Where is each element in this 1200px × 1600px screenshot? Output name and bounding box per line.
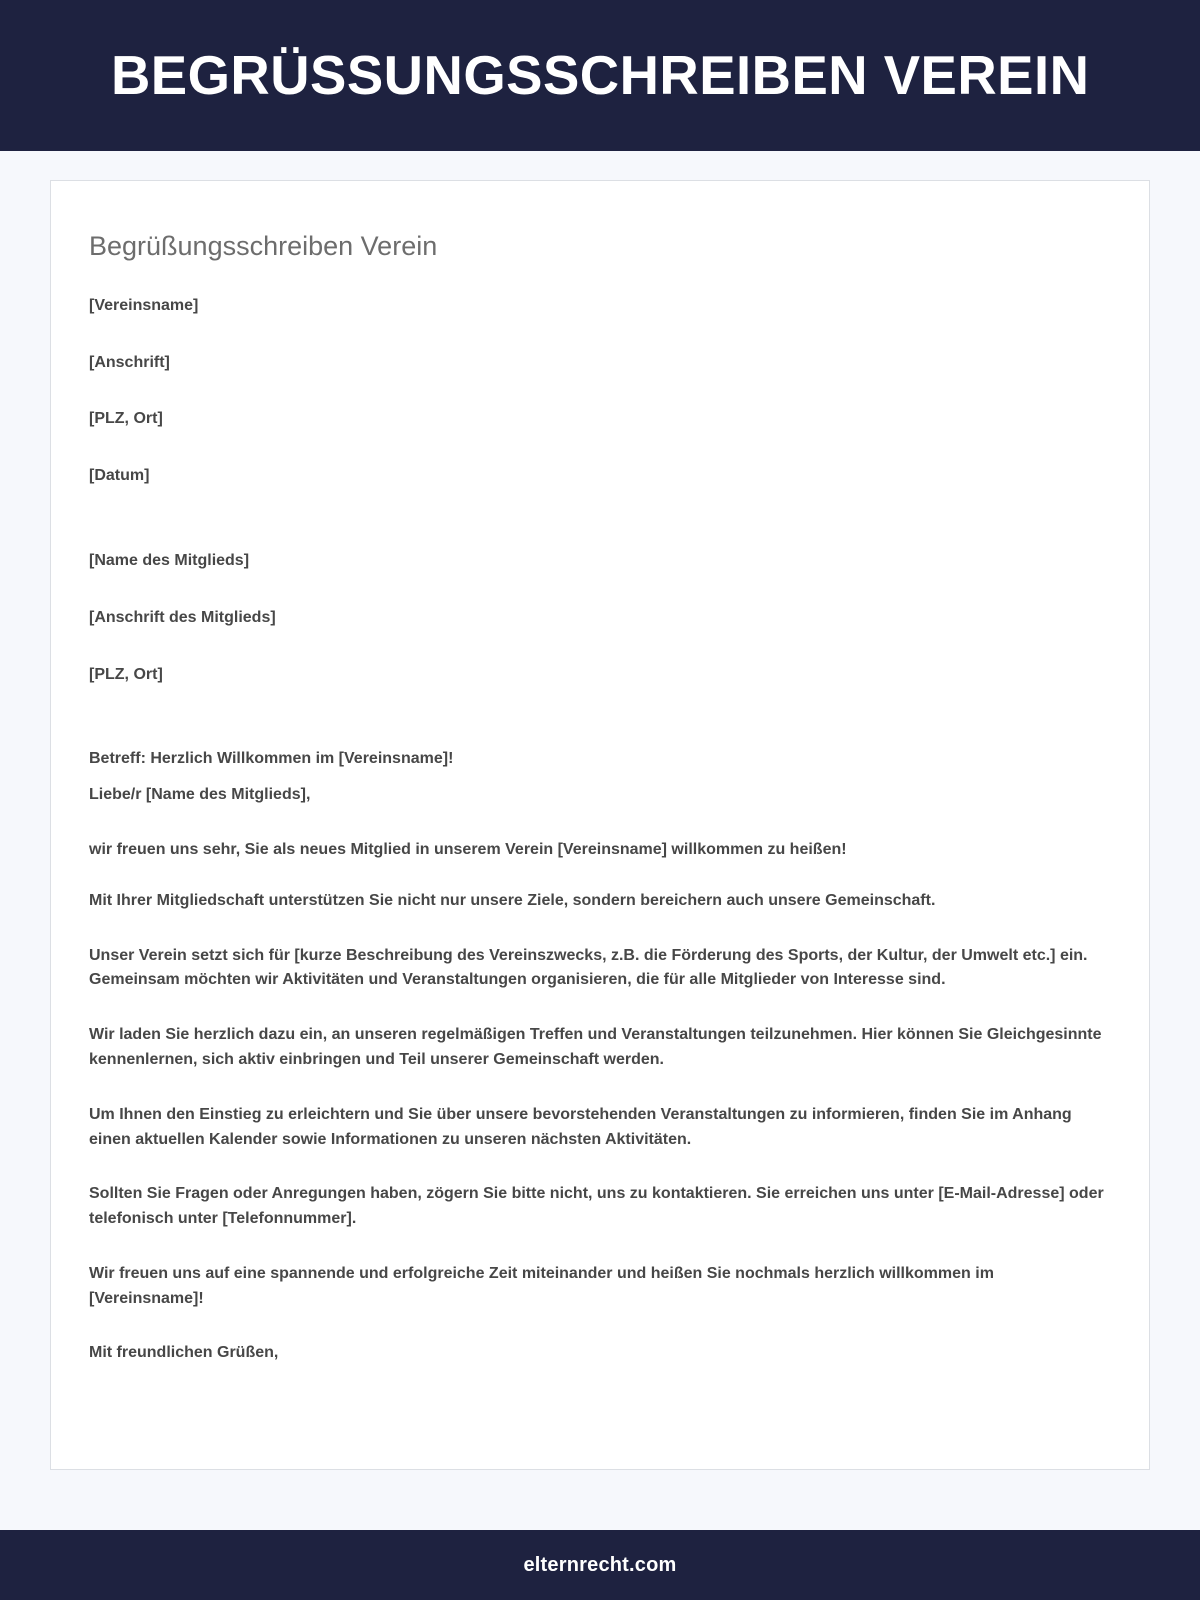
address-block-spacer: [87, 521, 1113, 549]
recipient-line-anschrift: [Anschrift des Mitglieds]: [89, 608, 276, 626]
document-card: [50, 180, 1150, 1470]
letter-paragraph: Um Ihnen den Einstieg zu erleichtern und Sie über unsere bevorstehenden Veranstaltungen zu informieren, finden Sie im Anhang einen aktuellen Kalender sowie Informationen zu unseren nächsten Aktivitäten.: [89, 1105, 1072, 1148]
sender-line-datum: [Datum]: [89, 467, 150, 485]
page-header-title: BEGRÜSSUNGSSCHREIBEN VEREIN: [110, 43, 1090, 106]
letter-paragraph: Unser Verein setzt sich für [kurze Beschreibung des Vereinszwecks, z.B. die Förderung des Sports, der Kultur, der Umwelt etc.] ein. Gemeinsam möchten wir Aktivitäten und Veranstaltungen organisieren, die für alle Mitglieder von Interesse sind.: [89, 946, 1088, 989]
sender-line-plz-ort: [PLZ, Ort]: [89, 410, 163, 428]
letter-body: [87, 838, 1113, 1366]
letter-closing: Mit freundlichen Grüßen,: [89, 1344, 279, 1362]
page-footer-banner: [0, 1530, 1200, 1600]
recipient-line-name: [Name des Mitglieds]: [89, 551, 250, 569]
letter-paragraph: Wir laden Sie herzlich dazu ein, an unseren regelmäßigen Treffen und Veranstaltungen teilzunehmen. Hier können Sie Gleichgesinnte kennenlernen, sich aktiv einbringen und Teil unserer Gemeinschaft werden.: [89, 1026, 1102, 1068]
letter-paragraph: Wir freuen uns auf eine spannende und erfolgreiche Zeit miteinander und heißen Sie nochmals herzlich willkommen im [Vereinsname]!: [89, 1264, 994, 1307]
recipient-address-block: [87, 549, 1113, 687]
footer-site-name: elternrecht.com: [523, 1553, 677, 1576]
sender-line-vereinsname: [Vereinsname]: [89, 296, 199, 314]
letter-subject: Betreff: Herzlich Willkommen im [Vereinsname]!: [89, 750, 454, 768]
document-area: [0, 151, 1200, 1470]
sender-address-block: [87, 294, 1113, 489]
document-title: Begrüßungsschreiben Verein: [89, 231, 438, 261]
letter-paragraph: wir freuen uns sehr, Sie als neues Mitglied in unserem Verein [Vereinsname] willkommen zu heißen!: [89, 840, 847, 858]
recipient-line-plz-ort: [PLZ, Ort]: [89, 665, 163, 683]
letter-salutation: Liebe/r [Name des Mitglieds],: [89, 786, 311, 804]
letter-paragraph: Sollten Sie Fragen oder Anregungen haben, zögern Sie bitte nicht, uns zu kontaktieren. Sie erreichen uns unter [E-Mail-Adresse] oder telefonisch unter [Telefonnummer].: [89, 1185, 1104, 1228]
sender-line-anschrift: [Anschrift]: [89, 353, 170, 371]
page-header-banner: [0, 0, 1200, 151]
recipient-subject-spacer: [87, 719, 1113, 747]
letter-paragraph: Mit Ihrer Mitgliedschaft unterstützen Sie nicht nur unsere Ziele, sondern bereichern auch unsere Gemeinschaft.: [89, 891, 936, 909]
